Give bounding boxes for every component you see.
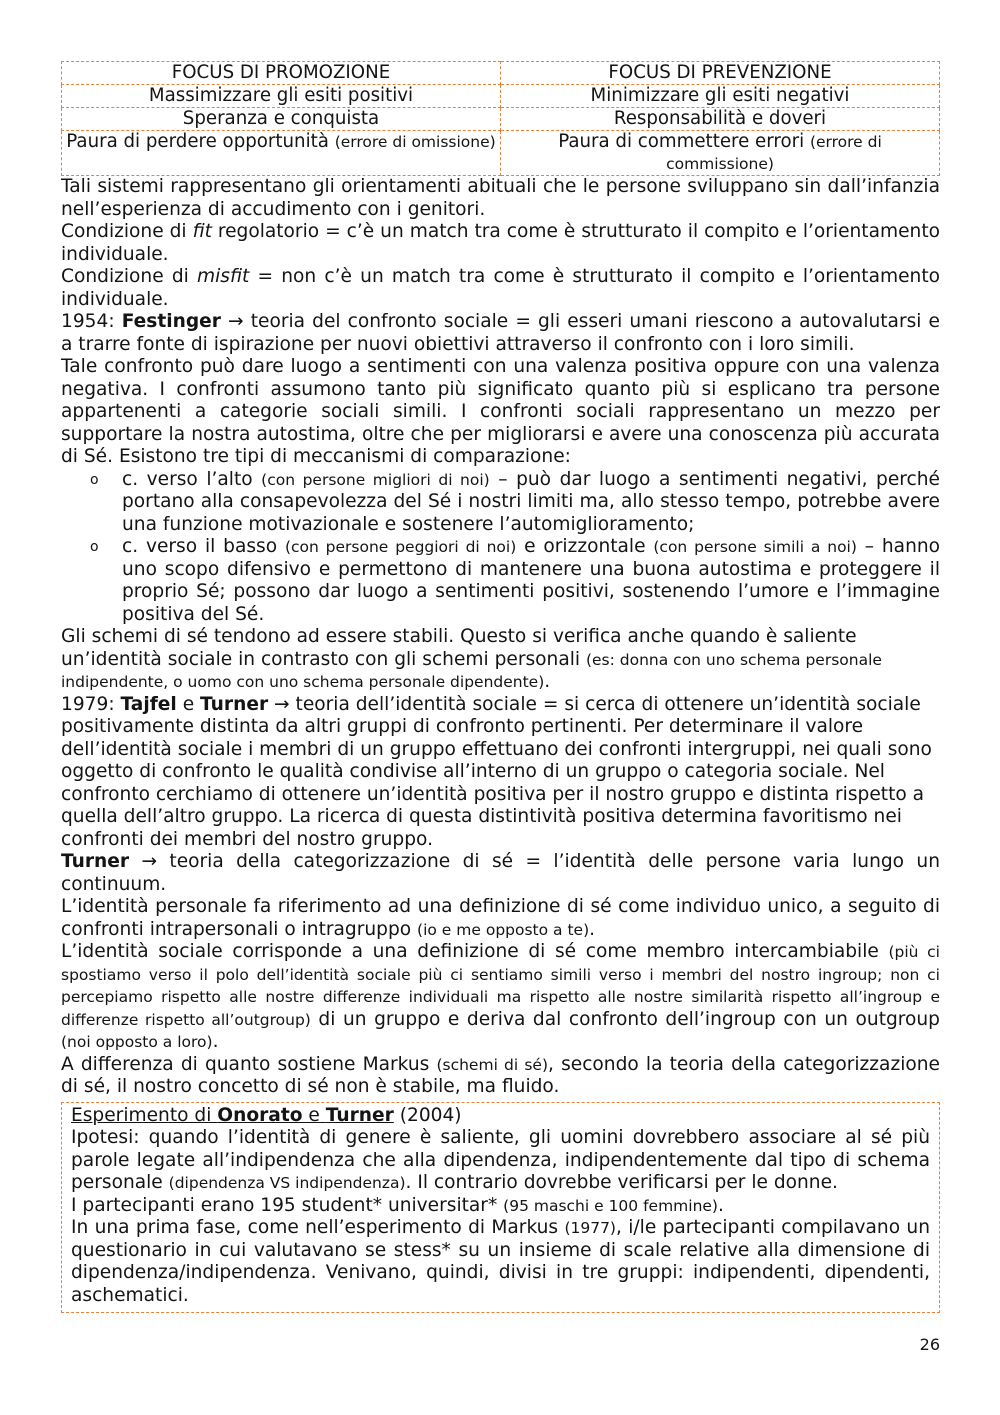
note: (dipendenza VS indipendenza): [168, 1174, 406, 1192]
table-cell: [62, 131, 501, 176]
author-name: Festinger: [121, 311, 221, 332]
year: 1954:: [61, 311, 122, 332]
text: A differenza di quanto sostiene Markus: [61, 1053, 437, 1075]
text: teoria dell’identità sociale = si cerca di ottenere un’identità sociale positivamente distinta da altri gruppi di confronto pertinenti. Per determinare il valore dell’identità sociale i membri di un gruppo effettuano dei confronti intergruppi, nei quali sono oggetto di confronto le qualità condivise all’interno di un gruppo o categoria sociale. Nel confronto cerchiamo di ottenere un’identità positiva per il nostro gruppo e distinta rispetto a quella dell’altro gruppo. La ricerca di questa distintività positiva determina favoritismo nei confronti dei membri del nostro gruppo.: [61, 693, 932, 850]
participants-paragraph: [71, 1195, 930, 1218]
table-header-cell: FOCUS DI PROMOZIONE: [62, 62, 501, 85]
table-header-row: [62, 62, 940, 85]
table-cell: [501, 131, 940, 176]
bullet-icon: o: [90, 539, 99, 555]
paragraph: [61, 311, 940, 356]
paragraph: Tale confronto può dare luogo a sentimenti con una valenza positiva oppure con una valenza negativa. I confronti assumono tanto più significato quanto più si esplicano tra persone appartenenti a categorie sociali simili. I confronti sociali rappresentano un mezzo per supportare la nostra autostima, oltre che per migliorarsi e avere una conoscenza più accurata di Sé. Esistono tre tipi di meccanismi di comparazione:: [61, 356, 940, 467]
paragraph: [61, 266, 940, 311]
paragraph: [61, 626, 940, 694]
text: Gli schemi di sé tendono ad essere stabili. Questo si verifica anche quando è saliente un’identità sociale in contrasto con gli schemi personali: [61, 626, 857, 670]
text: di un gruppo e deriva dal confronto dell’ingroup con un outgroup: [310, 1008, 940, 1030]
table-row: [62, 131, 940, 176]
author-name: Turner: [325, 1104, 394, 1126]
arrow-icon: →: [268, 693, 296, 715]
note: (con persone peggiori di noi): [284, 538, 517, 556]
text: L’identità personale fa riferimento ad una definizione di sé come individuo unico, a seguito di confronti intrapersonali o intragruppo: [61, 896, 940, 940]
hypothesis-paragraph: [71, 1127, 930, 1195]
table-header-cell: FOCUS DI PREVENZIONE: [501, 62, 940, 85]
paragraph: [61, 694, 940, 852]
text: e orizzontale: [516, 536, 654, 557]
cell-text: Paura di perdere opportunità: [66, 131, 335, 152]
paragraph: [61, 851, 940, 896]
experiment-title: [71, 1105, 930, 1128]
comparison-list: [61, 469, 940, 627]
note: (schemi di sé): [436, 1055, 549, 1074]
page-content: [61, 61, 940, 1313]
author-name: Turner: [200, 693, 269, 715]
paragraph: [61, 941, 940, 1054]
table-row: [62, 85, 940, 108]
text: , i/le partecipanti compilavano un questionario in cui valutavano se stess* su un insieme di scale relative alla dimensione di dipendenza/indipendenza. Venivano, quindi, divisi in tre gruppi: indipendenti, dipendenti, aschematici.: [71, 1217, 930, 1306]
text: , secondo la teoria della categorizzazione di sé, il nostro concetto di sé non è stabile, ma fluido.: [61, 1053, 940, 1097]
page-number: 26: [919, 1335, 940, 1354]
paragraph: [61, 1054, 940, 1099]
note: (1977): [564, 1219, 616, 1237]
text: . Il contrario dovrebbe verificarsi per le donne.: [405, 1172, 838, 1193]
emphasis: fit: [192, 221, 212, 242]
note: (noi opposto a loro): [61, 1033, 213, 1051]
text: e: [302, 1104, 326, 1126]
author-name: Turner: [61, 851, 130, 872]
title-text: [71, 1105, 394, 1126]
paragraph: [61, 896, 940, 941]
author-name: Onorato: [217, 1104, 303, 1126]
note: (es: donna con uno schema personale indipendente, o uomo con uno schema personale dipendente): [61, 650, 882, 691]
text: .: [717, 1194, 724, 1216]
text: In una prima fase, come nell’esperimento di Markus: [71, 1217, 565, 1238]
text: Condizione di: [61, 221, 193, 242]
year: (2004): [393, 1104, 462, 1126]
author-name: Tajfel: [120, 693, 177, 715]
text: – può dar luogo a sentimenti negativi, perché portano alla consapevolezza del Sé i nostri limiti ma, allo stesso tempo, potrebbe avere una funzione motivazionale e sostenere l’automiglioramento;: [122, 468, 940, 535]
text: c. verso il basso: [122, 536, 285, 557]
table-cell: Massimizzare gli esiti positivi: [62, 85, 501, 108]
table-cell: Speranza e conquista: [62, 108, 501, 131]
bullet-icon: o: [90, 471, 99, 488]
text: L’identità sociale corrisponde a una definizione di sé come membro intercambiabile: [61, 941, 889, 962]
text: e: [176, 693, 201, 715]
list-item: [61, 536, 940, 626]
table-row: [62, 108, 940, 131]
text: .: [589, 918, 596, 940]
note: (io e me opposto a te): [417, 920, 590, 939]
cell-note: (errore di commissione): [666, 133, 882, 173]
experiment-box: [61, 1102, 940, 1314]
text: c. verso l’alto: [122, 468, 262, 490]
text: = non c’è un match tra come è strutturato il compito e l’orientamento individuale.: [61, 266, 940, 310]
text: .: [212, 1031, 219, 1052]
paragraph: Tali sistemi rappresentano gli orientamenti abituali che le persone sviluppano sin dall’infanzia nell’esperienza di accudimento con i genitori.: [61, 176, 940, 220]
note: (più ci spostiamo verso il polo dell’identità sociale più ci sentiamo simili verso i membri del nostro ingroup; non ci percepiamo rispetto alle nostre differenze individuali ma rispetto alle nostre similarità rispetto all’ingroup e differenze rispetto all’outgroup): [61, 943, 940, 1029]
emphasis: misfit: [197, 266, 250, 287]
year: 1979:: [61, 693, 121, 715]
table-cell: Responsabilità e doveri: [501, 108, 940, 131]
text: I partecipanti erano 195 student* universitar*: [71, 1194, 504, 1216]
note: (con persone simili a noi): [653, 538, 857, 556]
cell-text: Paura di commettere errori: [558, 131, 810, 152]
table-cell: Minimizzare gli esiti negativi: [501, 85, 940, 108]
phase-paragraph: [71, 1217, 930, 1307]
cell-note: (errore di omissione): [334, 133, 496, 151]
list-item: [61, 469, 940, 537]
note: (con persone migliori di noi): [261, 470, 490, 489]
text: teoria del confronto sociale = gli esseri umani riescono a autovalutarsi e a trarre fonte di ispirazione per nuovi obiettivi attraverso il confronto con i loro simili.: [61, 311, 940, 355]
text: Ipotesi: quando l’identità di genere è saliente, gli uomini dovrebbero associare al sé più parole legate all’indipendenza che alla dipendenza, indipendentemente dal tipo di schema personale: [71, 1127, 930, 1193]
paragraph: [61, 221, 940, 266]
text: – hanno uno scopo difensivo e permettono di mantenere una buona autostima e proteggere il proprio Sé; possono dar luogo a sentimenti positivi, sostenendo l’umore e l’immagine positiva del Sé.: [122, 536, 941, 625]
text: teoria della categorizzazione di sé = l’identità delle persone varia lungo un continuum.: [61, 851, 940, 895]
focus-table: [61, 61, 940, 176]
text: Condizione di: [61, 266, 197, 287]
note: (95 maschi e 100 femmine): [503, 1196, 718, 1215]
text: regolatorio = c’è un match tra come è strutturato il compito e l’orientamento individuale.: [61, 221, 940, 265]
text: Esperimento di: [71, 1104, 218, 1126]
arrow-icon: →: [220, 311, 251, 332]
text: .: [544, 671, 551, 692]
arrow-icon: →: [129, 851, 170, 872]
